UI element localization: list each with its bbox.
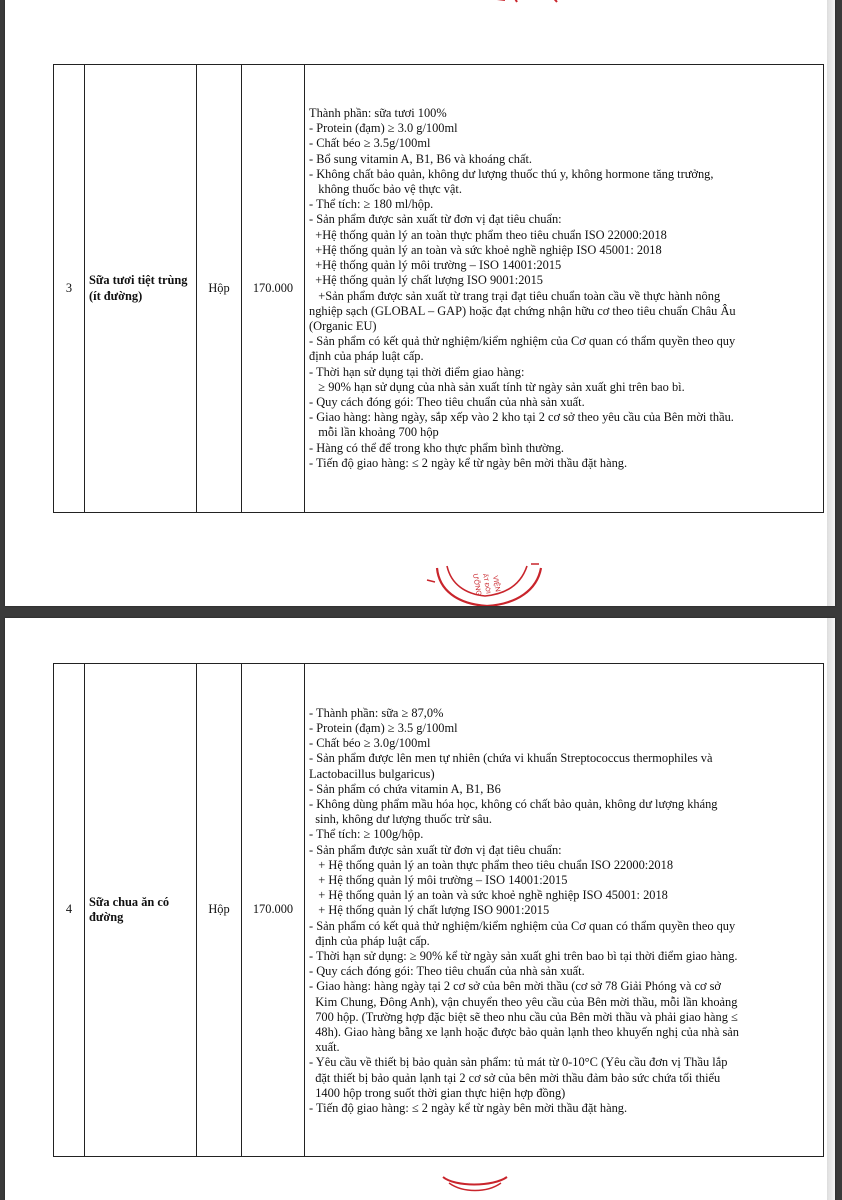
spec-line: 48h). Giao hàng bằng xe lạnh hoặc được bảo quản lạnh theo khuyến nghị của nhà sản bbox=[309, 1025, 739, 1040]
spec-line: xuất. bbox=[309, 1040, 340, 1055]
unit-cell: Hộp bbox=[197, 664, 242, 1157]
spec-line: - Sản phẩm có kết quả thử nghiệm/kiểm nghiệm của Cơ quan có thẩm quyền theo quy bbox=[309, 334, 736, 349]
spec-line: 700 hộp. (Trường hợp đặc biệt sẽ theo nhu cầu của Bên mời thầu và phải giao hàng ≤ bbox=[309, 1009, 738, 1024]
spec-line: (Organic EU) bbox=[309, 318, 377, 333]
spec-line: + Hệ thống quản lý an toàn và sức khoẻ nghề nghiệp ISO 45001: 2018 bbox=[309, 888, 668, 903]
spec-line: - Không chất bảo quản, không dư lượng thuốc thú y, không hormone tăng trưởng, bbox=[309, 166, 714, 181]
page-spine-shadow bbox=[827, 618, 835, 1200]
spec-line: - Sản phẩm được lên men tự nhiên (chứa vi khuẩn Streptococcus thermophiles và bbox=[309, 751, 713, 766]
svg-text:VIỆN: VIỆN bbox=[491, 575, 501, 593]
spec-line: - Thời hạn sử dụng tại thời điểm giao hàng: bbox=[309, 364, 525, 379]
spec-line: ≥ 90% hạn sử dụng của nhà sản xuất tính từ ngày sản xuất ghi trên bao bì. bbox=[309, 379, 685, 394]
table-row bbox=[54, 664, 824, 1157]
spec-line: + Hệ thống quản lý an toàn thực phẩm theo tiêu chuẩn ISO 22000:2018 bbox=[309, 857, 674, 872]
spec-line: - Thể tích: ≥ 100g/hộp. bbox=[309, 827, 424, 842]
spec-line: - Sản phẩm có chứa vitamin A, B1, B6 bbox=[309, 781, 501, 796]
spec-line: - Tiến độ giao hàng: ≤ 2 ngày kể từ ngày bên mời thầu đặt hàng. bbox=[309, 1101, 628, 1116]
spec-line: - Sản phẩm được sản xuất từ đơn vị đạt tiêu chuẩn: bbox=[309, 842, 562, 857]
svg-text:ƯỠNG: ƯỠNG bbox=[471, 573, 482, 597]
spec-line: định của pháp luật cấp. bbox=[309, 933, 430, 948]
spec-table-row-3 bbox=[53, 64, 824, 513]
spec-line: - Thể tích: ≥ 180 ml/hộp. bbox=[309, 197, 434, 212]
row-number: 3 bbox=[54, 65, 85, 513]
quantity-cell: 170.000 bbox=[242, 65, 305, 513]
spec-line: đặt thiết bị bảo quản lạnh tại 2 cơ sở của bên mời thầu đảm bảo sức chứa tối thiểu bbox=[309, 1070, 721, 1085]
spec-line: Lactobacillus bulgaricus) bbox=[309, 766, 435, 781]
svg-text:ẤT ĐỜI: ẤT ĐỜI bbox=[481, 573, 491, 595]
spec-line: +Sản phẩm được sản xuất từ trang trại đạt tiêu chuẩn toàn cầu về thực hành nông bbox=[309, 288, 721, 303]
spec-line: Thành phần: sữa tươi 100% bbox=[309, 106, 447, 121]
spec-line: - Chất béo ≥ 3.0g/100ml bbox=[309, 736, 431, 751]
specification-cell bbox=[305, 664, 824, 1157]
spec-line: - Quy cách đóng gói: Theo tiêu chuẩn của nhà sản xuất. bbox=[309, 394, 585, 409]
spec-line: + Hệ thống quản lý môi trường – ISO 14001:2015 bbox=[309, 872, 568, 887]
unit-cell: Hộp bbox=[197, 65, 242, 513]
spec-line: nghiệp sạch (GLOBAL – GAP) hoặc đạt chứng nhận hữu cơ theo tiêu chuẩn Châu Âu bbox=[309, 303, 736, 318]
product-name: Sữa chua ăn có đường bbox=[85, 664, 197, 1157]
spec-line: +Hệ thống quản lý môi trường – ISO 14001:2015 bbox=[309, 258, 562, 273]
spec-line: - Sản phẩm được sản xuất từ đơn vị đạt tiêu chuẩn: bbox=[309, 212, 562, 227]
spec-line: - Bổ sung vitamin A, B1, B6 và khoáng chất. bbox=[309, 151, 533, 166]
spec-line: +Hệ thống quản lý an toàn và sức khoẻ nghề nghiệp ISO 45001: 2018 bbox=[309, 242, 662, 257]
top-stamp-fragment bbox=[465, 0, 585, 4]
spec-line: - Protein (đạm) ≥ 3.0 g/100ml bbox=[309, 121, 458, 136]
official-seal-stamp bbox=[425, 560, 555, 606]
official-seal-stamp-partial bbox=[435, 1173, 515, 1200]
spec-line: - Yêu cầu về thiết bị bảo quản sản phẩm: tủ mát từ 0-10°C (Yêu cầu đơn vị Thầu lắp bbox=[309, 1055, 728, 1070]
table-row bbox=[54, 65, 824, 513]
spec-line: không thuốc bảo vệ thực vật. bbox=[309, 182, 462, 197]
spec-line: - Thành phần: sữa ≥ 87,0% bbox=[309, 705, 444, 720]
spec-table-row-4 bbox=[53, 663, 824, 1157]
spec-line: - Giao hàng: hàng ngày, sắp xếp vào 2 kho tại 2 cơ sở theo yêu cầu của Bên mời thầu. bbox=[309, 410, 734, 425]
spec-line: - Quy cách đóng gói: Theo tiêu chuẩn của nhà sản xuất. bbox=[309, 964, 585, 979]
document-page-2 bbox=[5, 618, 835, 1200]
spec-line: - Chất béo ≥ 3.5g/100ml bbox=[309, 136, 431, 151]
spec-line: Kim Chung, Đông Anh), vận chuyển theo yêu cầu của Bên mời thầu, mỗi lần khoảng bbox=[309, 994, 738, 1009]
row-number: 4 bbox=[54, 664, 85, 1157]
spec-line: - Sản phẩm có kết quả thử nghiệm/kiểm nghiệm của Cơ quan có thẩm quyền theo quy bbox=[309, 918, 736, 933]
spec-line: + Hệ thống quản lý chất lượng ISO 9001:2015 bbox=[309, 903, 550, 918]
spec-line: mỗi lần khoảng 700 hộp bbox=[309, 425, 439, 440]
spec-line: +Hệ thống quản lý chất lượng ISO 9001:2015 bbox=[309, 273, 543, 288]
spec-line: +Hệ thống quản lý an toàn thực phẩm theo tiêu chuẩn ISO 22000:2018 bbox=[309, 227, 667, 242]
spec-line: - Giao hàng: hàng ngày tại 2 cơ sở của bên mời thầu (cơ sở 78 Giải Phóng và cơ sở bbox=[309, 979, 721, 994]
spec-line: - Hàng có thể để trong kho thực phẩm bình thường. bbox=[309, 440, 565, 455]
quantity-cell: 170.000 bbox=[242, 664, 305, 1157]
spec-line: - Không dùng phẩm mầu hóa học, không có chất bảo quản, không dư lượng kháng bbox=[309, 796, 718, 811]
spec-line: sinh, không dư lượng thuốc trừ sâu. bbox=[309, 812, 492, 827]
page-spine-shadow bbox=[827, 0, 835, 606]
document-page-1 bbox=[5, 0, 835, 606]
spec-line: - Thời hạn sử dụng: ≥ 90% kể từ ngày sản xuất ghi trên bao bì tại thời điểm giao hàng. bbox=[309, 949, 738, 963]
spec-line: - Protein (đạm) ≥ 3.5 g/100ml bbox=[309, 720, 458, 735]
product-name: Sữa tươi tiệt trùng (ít đường) bbox=[85, 65, 197, 513]
spec-line: - Tiến độ giao hàng: ≤ 2 ngày kể từ ngày bên mời thầu đặt hàng. bbox=[309, 455, 628, 470]
spec-line: định của pháp luật cấp. bbox=[309, 349, 424, 364]
specification-cell bbox=[305, 65, 824, 513]
spec-line: 1400 hộp trong suốt thời gian thực hiện hợp đồng) bbox=[309, 1085, 566, 1100]
